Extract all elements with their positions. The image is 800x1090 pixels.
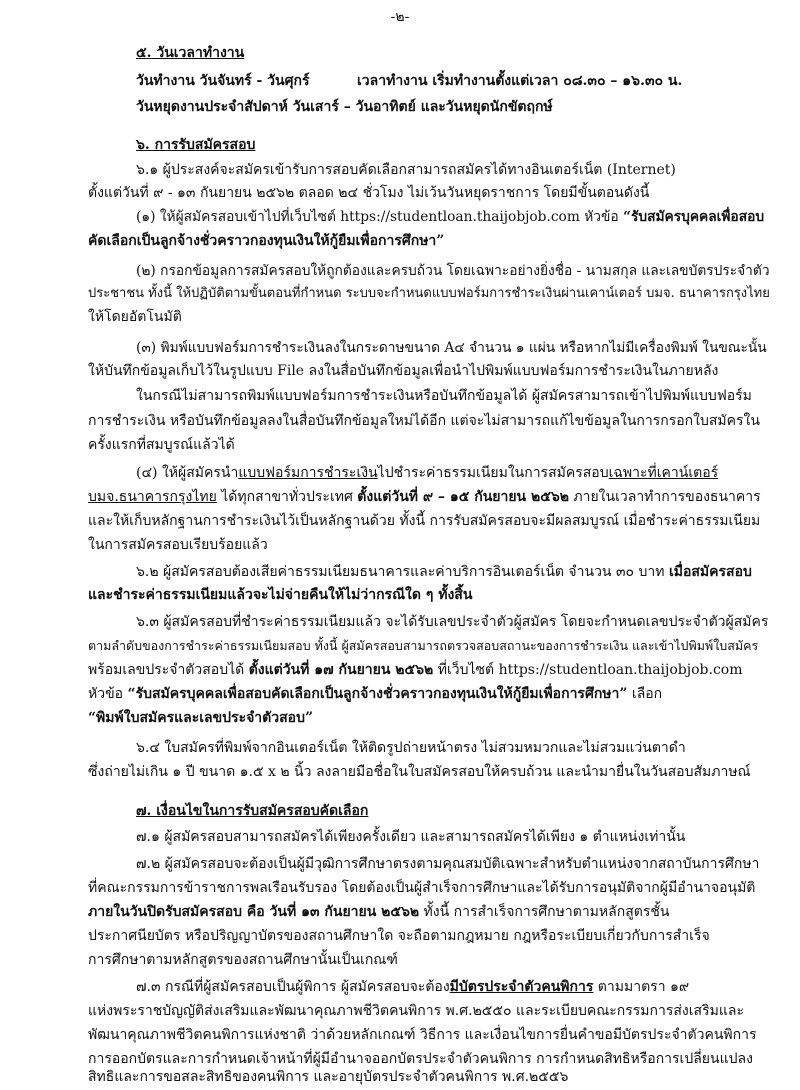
paragraph-7-2-line: ๗.๒ ผู้สมัครสอบจะต้องเป็นผู้มีวุฒิการศึกษาตรงตามคุณสมบัติเฉพาะสำหรับตำแหน่งจากสถาบันการศึกษา [136,856,760,872]
paragraph-6-2-bold: เมื่อสมัครสอบ [668,564,752,580]
section-7-heading: ๗. เงื่อนไขในการรับสมัครสอบคัดเลือก [136,803,369,819]
paragraph-6-4-line: ๖.๔ ใบสมัครที่พิมพ์จากอินเตอร์เน็ต ให้ติดรูปถ่ายหน้าตรง ไม่สวมหมวกและไม่สวมแว่นตาดำ [136,740,686,756]
paragraph-7-3-line: พัฒนาคุณภาพชีวิตคนพิการแห่งชาติ ว่าด้วยหลักเกณฑ์ วิธีการ และเงื่อนไขการยื่นคำขอมีบัตรประจำตัวคนพิการ [88,1027,757,1043]
paragraph-6-3-text: หัวข้อ [88,686,128,702]
step-1-line [136,206,764,228]
step-4-text: ภายในเวลาทำการของธนาคาร [568,489,761,505]
working-hours-text: เวลาทำงาน เริ่มทำงานตั้งแต่เวลา ๐๘.๓๐ – ๑๖.๓๐ น. [357,73,683,89]
paragraph-6-3-line [88,659,743,681]
step-4-text: (๔) ให้ผู้สมัครนำ [136,465,239,481]
step-4-line: และให้เก็บหลักฐานการชำระเงินไว้เป็นหลักฐานด้วย ทั้งนี้ การรับสมัครสอบจะมีผลสมบูรณ์ เมื่อชำระค่าธรรมเนียม [88,513,761,529]
print-start-date: ตั้งแต่วันที่ ๑๗ กันยายน ๒๕๖๒ [248,662,434,678]
step-3-line: ให้บันทึกข้อมูลเก็บไว้ในรูปแบบ File ลงในสื่อบันทึกข้อมูลเพื่อนำไปพิมพ์แบบฟอร์มการชำระเงินในภายหลัง [88,363,719,379]
paragraph-7-3-text: ตามมาตรา ๑๙ [593,979,690,995]
print-menu-name: “พิมพ์ใบสมัครและเลขประจำตัวสอบ” [88,710,314,726]
paragraph-7-1: ๗.๑ ผู้สมัครสอบสามารถสมัครได้เพียงครั้งเดียว และสามารถสมัครได้เพียง ๑ ตำแหน่งเท่านั้น [136,829,686,845]
paragraph-7-3-text: ๗.๓ กรณีที่ผู้สมัครสอบเป็นผู้พิการ ผู้สมัครสอบจะต้อง [136,979,450,995]
paragraph-7-3-line: แห่งพระราชบัญญัติส่งเสริมและพัฒนาคุณภาพชีวิตคนพิการ พ.ศ.๒๕๕๐ และระเบียบคณะกรรมการส่งเสริมและ [88,1003,744,1019]
paragraph-6-3-line: ตามลำดับของการชำระค่าธรรมเนียมสอบ ทั้งนี้ ผู้สมัครสอบสามารถตรวจสอบสถานะของการชำระเงิน และเข้าไปพิมพ์ใบสมัคร [88,638,759,653]
website-text: ที่เว็บไซต์ https://studentloan.thaijobjob.com [433,662,743,678]
section-6-heading: ๖. การรับสมัครสอบ [136,137,256,153]
paragraph-6-1-line: ๖.๑ ผู้ประสงค์จะสมัครเข้ารับการสอบคัดเลือกสามารถสมัครได้ทางอินเตอร์เน็ต (Internet) [136,162,676,178]
section-5-heading: ๕. วันเวลาทำงาน [136,45,245,61]
closing-date: ภายในวันปิดรับสมัครสอบ คือ วันที่ ๑๓ กันยายน ๒๕๖๒ [88,904,420,920]
paragraph-6-3-line: ๖.๓ ผู้สมัครสอบที่ชำระค่าธรรมเนียมแล้ว จะได้รับเลขประจำตัวผู้สมัคร โดยจะกำหนดเลขประจำตัวผู้สมัคร [136,614,769,630]
paragraph-7-3-line: สิทธิและการขอสละสิทธิของคนพิการ และอายุบัตรประจำตัวคนพิการ พ.ศ.๒๕๕๖ [88,1069,569,1085]
step-1-text: (๑) ให้ผู้สมัครสอบเข้าไปที่เว็บไซต์ https://studentloan.thaijobjob.com หัวข้อ [136,209,624,225]
step-3-line: ในกรณีไม่สามารถพิมพ์แบบฟอร์มการชำระเงินหรือบันทึกข้อมูลได้ ผู้สมัครสามารถเข้าไปพิมพ์แบบฟอร์ม [136,388,752,404]
step-2-line: ประชาชน ทั้งนี้ ให้ปฏิบัติตามขั้นตอนที่กำหนด ระบบจะกำหนดแบบฟอร์มการชำระเงินผ่านเคาน์เตอร์ บมจ. ธนาคารกรุงไทย [88,286,770,301]
step-2-line: (๒) กรอกข้อมูลการสมัครสอบให้ถูกต้องและครบถ้วน โดยเฉพาะอย่างยิ่งชื่อ - นามสกุล และเลขบัตรประจำตัว [136,263,770,279]
step-3-line: ครั้งแรกที่สมบูรณ์แล้วได้ [88,437,235,453]
payment-period: ตั้งแต่วันที่ ๙ – ๑๕ กันยายน ๒๕๖๒ [357,489,569,505]
paragraph-6-3-line [88,683,662,705]
step-4-line [88,486,761,508]
paragraph-7-3-line: การออกบัตรและการกำหนดเจ้าหน้าที่ผู้มีอำนาจออกบัตรประจำตัวคนพิการ การกำหนดสิทธิหรือการเปลี่ยนแปลง [88,1051,753,1067]
topic-name: “รับสมัครบุคคลเพื่อสอบคัดเลือกเป็นลูกจ้างชั่วคราวกองทุนเงินให้กู้ยืมเพื่อการศึกษา” [127,686,628,702]
paragraph-7-2-text: ทั้งนี้ การสำเร็จการศึกษาตามหลักสูตรชั้น [419,904,670,920]
paragraph-6-3-text: เลือก [627,686,663,702]
paragraph-6-4-line: ซึ่งถ่ายไม่เกิน ๑ ปี ขนาด ๑.๕ x ๒ นิ้ว ลงลายมือชื่อในใบสมัครสอบให้ครบถ้วน และนำมายื่นในวันสอบสัมภาษณ์ [88,764,751,780]
paragraph-7-2-line: ที่คณะกรรมการข้าราชการพลเรือนรับรอง โดยต้องเป็นผู้สำเร็จการศึกษาและได้รับการอนุมัติจากผู้มีอำนาจอนุมัติ [88,880,756,896]
step-4-line: ในการสมัครสอบเรียบร้อยแล้ว [88,537,268,553]
paragraph-6-1-line: ตั้งแต่วันที่ ๙ - ๑๓ กันยายน ๒๕๖๒ ตลอด ๒๔ ชั่วโมง ไม่เว้นวันหยุดราชการ โดยมีขั้นตอนดังนี้ [88,185,650,201]
step-4-line [136,462,718,484]
step-3-line: การชำระเงิน หรือบันทึกข้อมูลลงในสื่อบันทึกข้อมูลใหม่ได้อีก แต่จะไม่สามารถแก้ไขข้อมูลในการกรอกใบสมัครใน [88,413,760,429]
step-1-topic: “รับสมัครบุคคลเพื่อสอบ [623,209,765,225]
krungthai-bank-term: บมจ.ธนาคารกรุงไทย [88,489,217,505]
working-days-text: วันทำงาน วันจันทร์ - วันศุกร์ [136,73,310,89]
step-2-line: ให้โดยอัตโนมัติ [88,309,182,325]
holidays-text: วันหยุดงานประจำสัปดาห์ วันเสาร์ – วันอาทิตย์ และวันหยุดนักขัตฤกษ์ [136,99,553,115]
step-4-text: ได้ทุกสาขาทั่วประเทศ [216,489,358,505]
paragraph-7-2-line: การศึกษาตามหลักสูตรของสถานศึกษานั้นเป็นเกณฑ์ [88,952,398,968]
paragraph-7-2-line: ประกาศนียบัตร หรือปริญญาบัตรของสถานศึกษาใด จะถือตามกฎหมาย กฎหรือระเบียบเกี่ยวกับการสำเร็จ [88,928,710,944]
paragraph-7-2-line [88,901,669,923]
page-number: -๒- [390,9,410,25]
paragraph-6-3-text: พร้อมเลขประจำตัวสอบได้ [88,662,249,678]
payment-form-term: แบบฟอร์มการชำระเงิน [238,465,378,481]
disability-card-term: มีบัตรประจำตัวคนพิการ [449,979,594,995]
paragraph-6-2-text: ๖.๒ ผู้สมัครสอบต้องเสียค่าธรรมเนียมธนาคารและค่าบริการอินเตอร์เน็ต จำนวน ๓๐ บาท [136,564,669,580]
step-1-topic-cont: คัดเลือกเป็นลูกจ้างชั่วคราวกองทุนเงินให้กู้ยืมเพื่อการศึกษา” [88,233,445,249]
paragraph-6-2-line [136,561,752,583]
paragraph-6-2-bold-cont: และชำระค่าธรรมเนียมแล้วจะไม่จ่ายคืนให้ไม่ว่ากรณีใด ๆ ทั้งสิ้น [88,587,473,603]
paragraph-7-3-line [136,976,689,998]
step-4-text: ไปชำระค่าธรรมเนียมในการสมัครสอบ [377,465,609,481]
step-3-line: (๓) พิมพ์แบบฟอร์มการชำระเงินลงในกระดาษขนาด A๔ จำนวน ๑ แผ่น หรือหากไม่มีเครื่องพิมพ์ ในขณะนั้น [136,340,767,356]
counter-only-term: เฉพาะที่เคาน์เตอร์ [608,465,719,481]
